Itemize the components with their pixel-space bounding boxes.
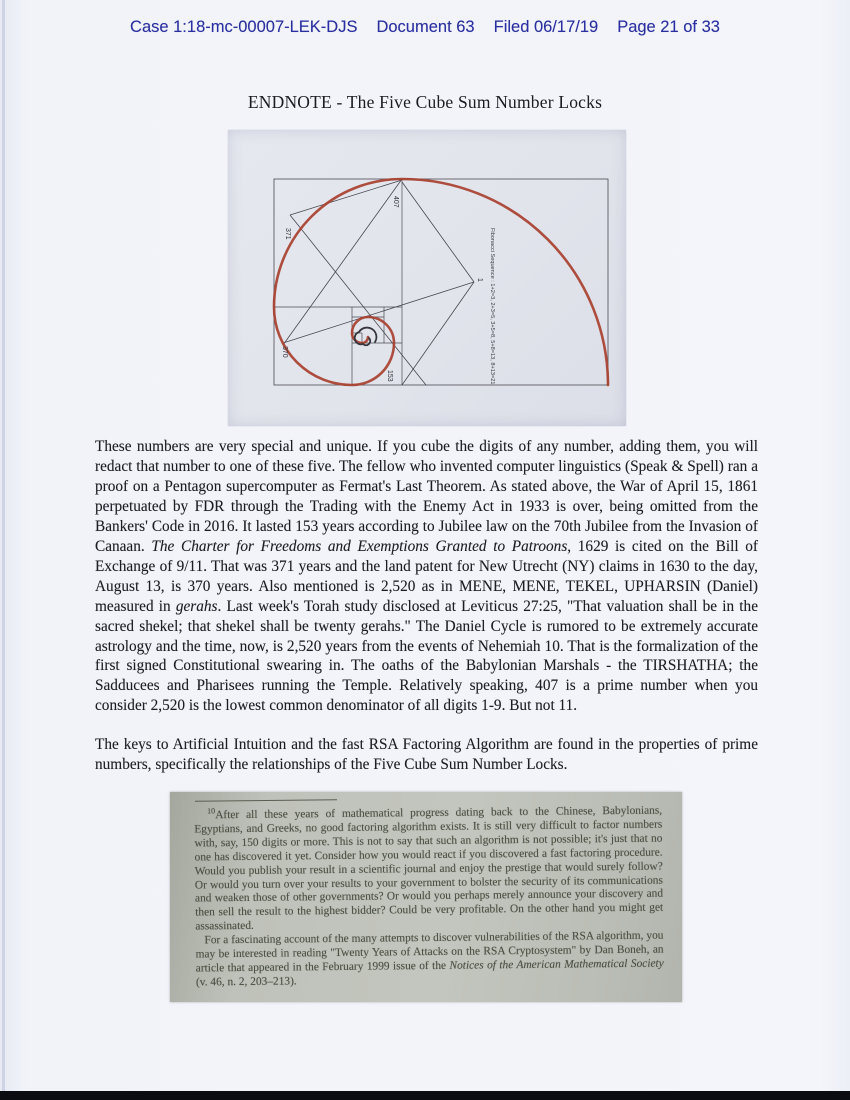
document-number: Document 63	[376, 18, 475, 36]
scan-edge-artifact	[2, 0, 5, 1092]
footnote-text	[194, 799, 664, 991]
scan-bottom-strip	[0, 1091, 850, 1100]
paragraph: These numbers are very special and unique. If you cube the digits of any number, adding them, you will redact that number to one of these five. The fellow who invented computer linguistics (Speak & Spell) ran a proof on a Pentagon supercomputer as Fermat's Last Theorem. As stated above, the War of April 15, 1861 perpetuated by FDR through the Trading with the Enemy Act in 1933 is over, being omitted from the Bankers' Code in 2016. It lasted 153 years according to Jubilee law on the 70th Jubilee from the Invasion of Canaan. The Charter for Freedoms and Exemptions Granted to Patroons, 1629 is cited on the Bill of Exchange of 9/11. That was 371 years and the land patent for New Utrecht (NY) claims in 1630 to the day, August 13, is 370 years. Also mentioned is 2,520 as in MENE, MENE, TEKEL, UPHARSIN (Daniel) measured in gerahs. Last week's Torah study disclosed at Leviticus 27:25, "That valuation shall be in the sacred shekel; that shekel shall be twenty gerahs." The Daniel Cycle is rumored to be extremely accurate astrology and the time, now, is 2,520 years from the events of Nehemiah 10. That is the formalization of the first signed Constitutional swearing in. The oaths of the Babylonian Marshals - the TIRSHATHA; the Sadducees and Pharisees running the Temple. Relatively speaking, 407 is a prime number when you consider 2,520 is the lowest common denominator of all digits 1-9. But not 11.	[95, 438, 758, 715]
label-370: 370	[281, 346, 288, 358]
case-number: Case 1:18-mc-00007-LEK-DJS	[130, 18, 358, 36]
body-text	[95, 437, 758, 794]
page-title: ENDNOTE - The Five Cube Sum Number Locks	[247, 92, 603, 112]
star-construction-lines	[283, 179, 474, 385]
label-1: 1	[476, 278, 483, 282]
page-number: Page 21 of 33	[617, 18, 720, 36]
court-header	[0, 18, 850, 37]
label-371: 371	[284, 228, 291, 240]
scanned-footnote-block	[170, 792, 682, 1002]
golden-spiral-curve	[274, 179, 608, 385]
paragraph: $^{10}$After all these years of mathematical progress dating back to the Chinese, Babylonians, Egyptians, and Greeks, no good factoring algorithm exists. It is still very difficult to factor numbers with, say, 150 digits or more. This is not to say that such an algorithm is not possible; it's just that no one has discovered it yet. Consider how you would react if you discovered a fast factoring procedure. Would you publish your result in a scientific journal and enjoy the prestige that would surely follow? Or would you turn over your results to your government to bolster the security of its communications and weaken those of other governments? Or would you perhaps merely announce your discovery and then sell the result to the highest bidder? Could be very profitable. On the other hand you might get assassinated.	[194, 804, 664, 933]
paragraph: The keys to Artificial Intuition and the fast RSA Factoring Algorithm are found in the properties of prime numbers, specifically the relationships of the Five Cube Sum Number Locks.	[95, 736, 758, 774]
label-407: 407	[392, 196, 399, 208]
figure-labels	[281, 196, 495, 384]
fibonacci-sequence-caption: Fibonacci Sequence : 1+2=3, 2+3=5, 3+5=8, 5+8=13, 8+13=21	[489, 228, 495, 385]
label-153: 153	[386, 370, 393, 382]
fibonacci-spiral-figure	[228, 130, 626, 426]
spiral-diagram-svg	[228, 130, 626, 426]
subdivision-lines	[274, 179, 402, 385]
paragraph: For a fascinating account of the many attempts to discover vulnerabilities of the RSA algorithm, you may be interested in reading "Twenty Years of Attacks on the RSA Cryptosystem" by Dan Boneh, an article that appeared in the February 1999 issue of the Notices of the American Mathematical Society (v. 46, n. 2, 203–213).	[195, 929, 664, 989]
golden-rectangle	[274, 179, 608, 385]
filed-date: Filed 06/17/19	[493, 18, 599, 36]
